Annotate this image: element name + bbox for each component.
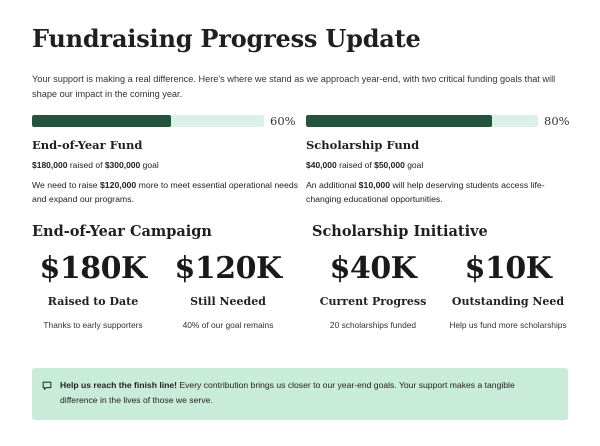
callout-box xyxy=(32,368,568,420)
campaign-title: End-of-Year Campaign xyxy=(32,223,212,240)
fund-scholarship xyxy=(306,112,576,206)
progress-percent: 80% xyxy=(544,114,570,128)
page-title: Fundraising Progress Update xyxy=(32,24,421,53)
stat-value: $120K xyxy=(174,251,282,286)
stat-note: Thanks to early supporters xyxy=(43,320,143,330)
progress-track xyxy=(32,115,264,127)
progress-percent: 60% xyxy=(270,114,296,128)
fund-end-of-year xyxy=(32,112,302,206)
callout-text: Every contribution brings us closer to our year-end goals. Your support makes a tangible difference in the lives of those we serve. xyxy=(60,380,515,405)
fund-description: We need to raise $120,000 more to meet essential operational needs and expand our programs. xyxy=(32,180,298,204)
speech-bubble-icon xyxy=(42,381,52,391)
stat-label: Outstanding Need xyxy=(451,295,565,308)
stat-note: Help us fund more scholarships xyxy=(449,320,567,330)
fund-raised: $180,000 raised of $300,000 goal xyxy=(32,160,159,170)
fund-description: An additional $10,000 will help deserving students access life-changing educational opportunities. xyxy=(306,180,545,204)
stat-label: Raised to Date xyxy=(47,295,139,308)
stat-label: Still Needed xyxy=(190,295,266,308)
progress-bar-row xyxy=(32,112,302,130)
stat-note: 40% of our goal remains xyxy=(182,320,274,330)
progress-fill xyxy=(306,115,492,127)
stat-value: $40K xyxy=(329,251,417,286)
intro-text: Your support is making a real difference. Here's where we stand as we approach year-end, with two critical funding goals that will shape our impact in the coming year. xyxy=(32,74,556,99)
stat-outstanding-need xyxy=(443,251,573,332)
stat-label: Current Progress xyxy=(319,295,427,308)
progress-track xyxy=(306,115,538,127)
stat-note: 20 scholarships funded xyxy=(329,320,417,330)
stat-value: $180K xyxy=(39,251,147,286)
fund-name: End-of-Year Fund xyxy=(32,138,143,152)
callout-bold: Help us reach the finish line! xyxy=(60,380,177,390)
stat-value: $10K xyxy=(464,251,552,286)
fund-name: Scholarship Fund xyxy=(306,138,420,152)
stat-still-needed xyxy=(163,251,293,332)
stat-raised-to-date xyxy=(28,251,158,332)
progress-fill xyxy=(32,115,171,127)
progress-bar-row xyxy=(306,112,576,130)
stat-current-progress xyxy=(308,251,438,332)
fund-raised: $40,000 raised of $50,000 goal xyxy=(306,160,424,170)
campaign-title: Scholarship Initiative xyxy=(312,223,488,240)
